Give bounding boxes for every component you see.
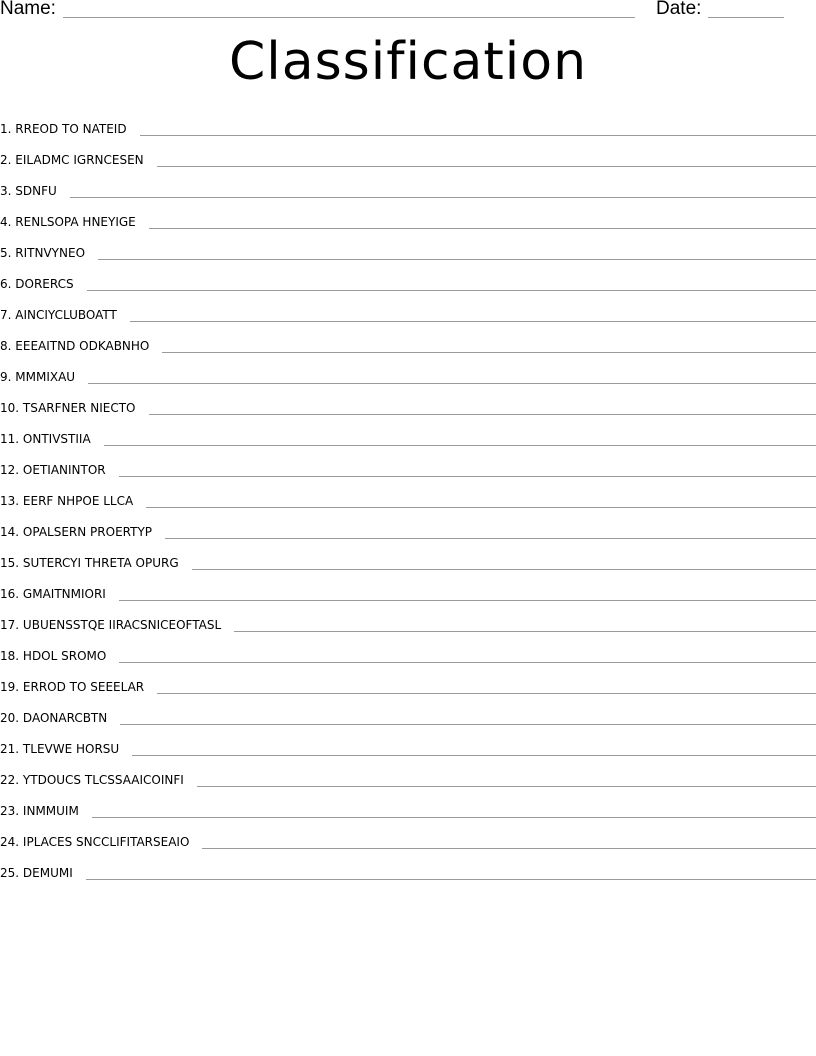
answer-line[interactable] xyxy=(140,135,816,136)
list-item xyxy=(0,823,816,854)
answer-line[interactable] xyxy=(70,197,816,198)
item-number: 24. xyxy=(0,835,20,849)
scrambled-text: AINCIYCLUBOATT xyxy=(15,308,117,322)
item-number: 16. xyxy=(0,587,20,601)
item-number: 6. xyxy=(0,277,12,291)
answer-line[interactable] xyxy=(88,383,816,384)
scrambled-word xyxy=(0,680,144,699)
name-field-line[interactable] xyxy=(63,17,635,18)
scrambled-text: RITNVYNEO xyxy=(15,246,86,260)
answer-line[interactable] xyxy=(165,538,816,539)
scrambled-word xyxy=(0,835,189,854)
scrambled-word xyxy=(0,184,57,203)
answer-line[interactable] xyxy=(104,445,816,446)
list-item xyxy=(0,451,816,482)
list-item xyxy=(0,234,816,265)
list-item xyxy=(0,389,816,420)
scrambled-text: ERROD TO SEEELAR xyxy=(22,680,145,694)
answer-line[interactable] xyxy=(98,259,816,260)
answer-line[interactable] xyxy=(202,848,816,849)
scrambled-text: YTDOUCS TLCSSAAICOINFI xyxy=(22,773,184,787)
scrambled-text: HDOL SROMO xyxy=(22,649,107,663)
item-number: 9. xyxy=(0,370,12,384)
list-item xyxy=(0,110,816,141)
scrambled-text: INMMUIM xyxy=(22,804,79,818)
item-number: 12. xyxy=(0,463,20,477)
answer-line[interactable] xyxy=(162,352,816,353)
answer-line[interactable] xyxy=(119,600,816,601)
item-number: 18. xyxy=(0,649,20,663)
scrambled-word xyxy=(0,618,221,637)
scrambled-word xyxy=(0,308,117,327)
item-number: 4. xyxy=(0,215,12,229)
word-scramble-list xyxy=(0,110,816,885)
scrambled-word xyxy=(0,246,85,265)
name-label: Name: xyxy=(0,0,56,19)
scrambled-text: SUTERCYI THRETA OPURG xyxy=(22,556,179,570)
item-number: 22. xyxy=(0,773,20,787)
scrambled-text: OETIANINTOR xyxy=(22,463,106,477)
scrambled-text: ONTIVSTIIA xyxy=(22,432,91,446)
item-number: 21. xyxy=(0,742,20,756)
scrambled-text: TSARFNER NIECTO xyxy=(22,401,136,415)
scrambled-text: EILADMC IGRNCESEN xyxy=(15,153,144,167)
scrambled-text: SDNFU xyxy=(15,184,57,198)
scrambled-word xyxy=(0,742,119,761)
scrambled-word xyxy=(0,122,127,141)
worksheet-header xyxy=(0,0,816,24)
item-number: 11. xyxy=(0,432,20,446)
scrambled-word xyxy=(0,494,133,513)
scrambled-word xyxy=(0,866,73,885)
date-label: Date: xyxy=(656,0,702,19)
item-number: 10. xyxy=(0,401,20,415)
list-item xyxy=(0,420,816,451)
item-number: 19. xyxy=(0,680,20,694)
answer-line[interactable] xyxy=(87,290,816,291)
item-number: 5. xyxy=(0,246,12,260)
answer-line[interactable] xyxy=(234,631,816,632)
scrambled-text: EEEAITND ODKABNHO xyxy=(15,339,150,353)
list-item xyxy=(0,730,816,761)
list-item xyxy=(0,172,816,203)
scrambled-word xyxy=(0,215,136,234)
scrambled-text: DORERCS xyxy=(15,277,74,291)
page-title: Classification xyxy=(228,32,588,92)
scrambled-word xyxy=(0,339,149,358)
scrambled-word xyxy=(0,773,184,792)
answer-line[interactable] xyxy=(92,817,816,818)
scrambled-word xyxy=(0,401,136,420)
scrambled-text: OPALSERN PROERTYP xyxy=(22,525,153,539)
answer-line[interactable] xyxy=(157,693,816,694)
item-number: 25. xyxy=(0,866,20,880)
item-number: 13. xyxy=(0,494,20,508)
list-item xyxy=(0,141,816,172)
item-number: 1. xyxy=(0,122,12,136)
list-item xyxy=(0,854,816,885)
scrambled-text: DAONARCBTN xyxy=(22,711,108,725)
answer-line[interactable] xyxy=(132,755,816,756)
answer-line[interactable] xyxy=(192,569,816,570)
scrambled-word xyxy=(0,432,91,451)
answer-line[interactable] xyxy=(120,724,816,725)
list-item xyxy=(0,699,816,730)
scrambled-word xyxy=(0,153,144,172)
list-item xyxy=(0,296,816,327)
item-number: 7. xyxy=(0,308,12,322)
list-item xyxy=(0,513,816,544)
scrambled-word xyxy=(0,525,152,544)
item-number: 14. xyxy=(0,525,20,539)
list-item xyxy=(0,637,816,668)
item-number: 20. xyxy=(0,711,20,725)
list-item xyxy=(0,358,816,389)
date-field-line[interactable] xyxy=(708,17,784,18)
scrambled-word xyxy=(0,556,179,575)
scrambled-word xyxy=(0,370,75,389)
scrambled-text: DEMUMI xyxy=(22,866,73,880)
answer-line[interactable] xyxy=(130,321,816,322)
list-item xyxy=(0,792,816,823)
answer-line[interactable] xyxy=(146,507,816,508)
item-number: 17. xyxy=(0,618,20,632)
scrambled-text: UBUENSSTQE IIRACSNICEOFTASL xyxy=(22,618,222,632)
item-number: 3. xyxy=(0,184,12,198)
list-item xyxy=(0,761,816,792)
scrambled-text: RENLSOPA HNEYIGE xyxy=(15,215,136,229)
list-item xyxy=(0,482,816,513)
scrambled-word xyxy=(0,587,106,606)
answer-line[interactable] xyxy=(119,662,816,663)
scrambled-word xyxy=(0,711,107,730)
answer-line[interactable] xyxy=(86,879,816,880)
answer-line[interactable] xyxy=(149,228,816,229)
item-number: 8. xyxy=(0,339,12,353)
list-item xyxy=(0,606,816,637)
list-item xyxy=(0,265,816,296)
scrambled-word xyxy=(0,463,106,482)
list-item xyxy=(0,668,816,699)
item-number: 15. xyxy=(0,556,20,570)
list-item xyxy=(0,575,816,606)
list-item xyxy=(0,203,816,234)
item-number: 2. xyxy=(0,153,12,167)
answer-line[interactable] xyxy=(149,414,816,415)
list-item xyxy=(0,327,816,358)
answer-line[interactable] xyxy=(157,166,816,167)
scrambled-text: IPLACES SNCCLIFITARSEAIO xyxy=(22,835,190,849)
answer-line[interactable] xyxy=(197,786,816,787)
item-number: 23. xyxy=(0,804,20,818)
scrambled-text: TLEVWE HORSU xyxy=(22,742,120,756)
scrambled-word xyxy=(0,277,74,296)
list-item xyxy=(0,544,816,575)
scrambled-text: GMAITNMIORI xyxy=(22,587,106,601)
scrambled-word xyxy=(0,804,79,823)
scrambled-text: EERF NHPOE LLCA xyxy=(22,494,134,508)
answer-line[interactable] xyxy=(119,476,816,477)
scrambled-text: RREOD TO NATEID xyxy=(15,122,127,136)
scrambled-text: MMMIXAU xyxy=(15,370,76,384)
scrambled-word xyxy=(0,649,106,668)
